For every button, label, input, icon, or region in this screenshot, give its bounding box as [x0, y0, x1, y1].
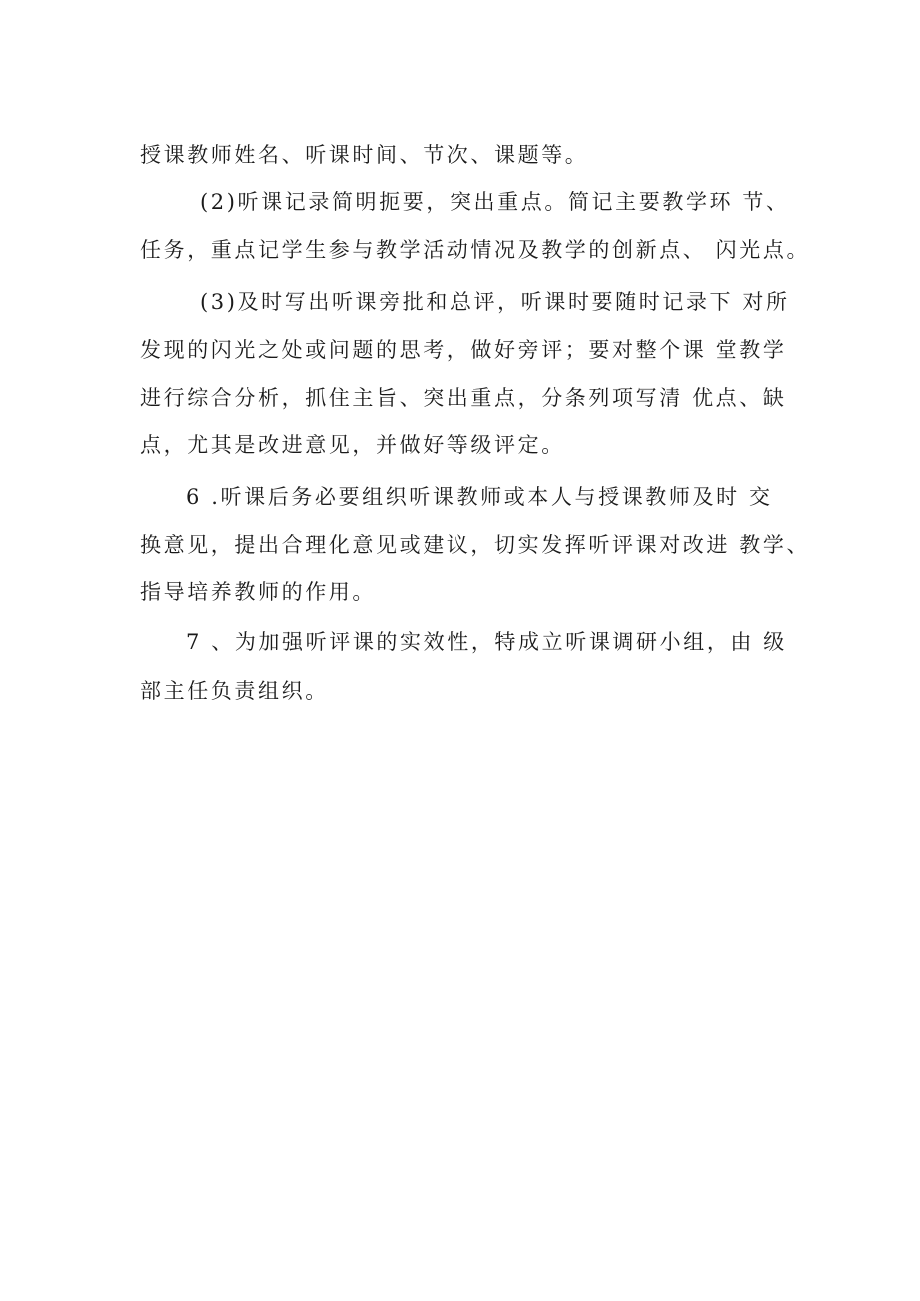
text-line: (2)听课记录简明扼要，突出重点。简记主要教学环 节、: [200, 190, 790, 214]
text-line: 7 、为加强听评课的实效性，特成立听课调研小组，由 级: [186, 630, 787, 654]
text-line: 6 .听课后务必要组织听课教师或本人与授课教师及时 交: [186, 485, 773, 509]
text-line: 授课教师姓名、听课时间、节次、课题等。: [140, 143, 589, 167]
text-line: 指导培养教师的作用。: [140, 580, 376, 604]
text-line: 任务，重点记学生参与教学活动情况及教学的创新点、 闪光点。: [140, 238, 811, 262]
text-line: 进行综合分析，抓住主旨、突出重点，分条列项写清 优点、缺: [140, 386, 787, 410]
text-line: (3)及时写出听课旁批和总评，听课时要随时记录下 对所: [200, 290, 790, 314]
text-line: 换意见，提出合理化意见或建议，切实发挥听评课对改进 教学、: [140, 533, 811, 557]
text-line: 发现的闪光之处或问题的思考，做好旁评；要对整个课 堂教学: [140, 338, 787, 362]
text-line: 部主任负责组织。: [140, 679, 329, 703]
text-line: 点，尤其是改进意见，并做好等级评定。: [140, 433, 565, 457]
